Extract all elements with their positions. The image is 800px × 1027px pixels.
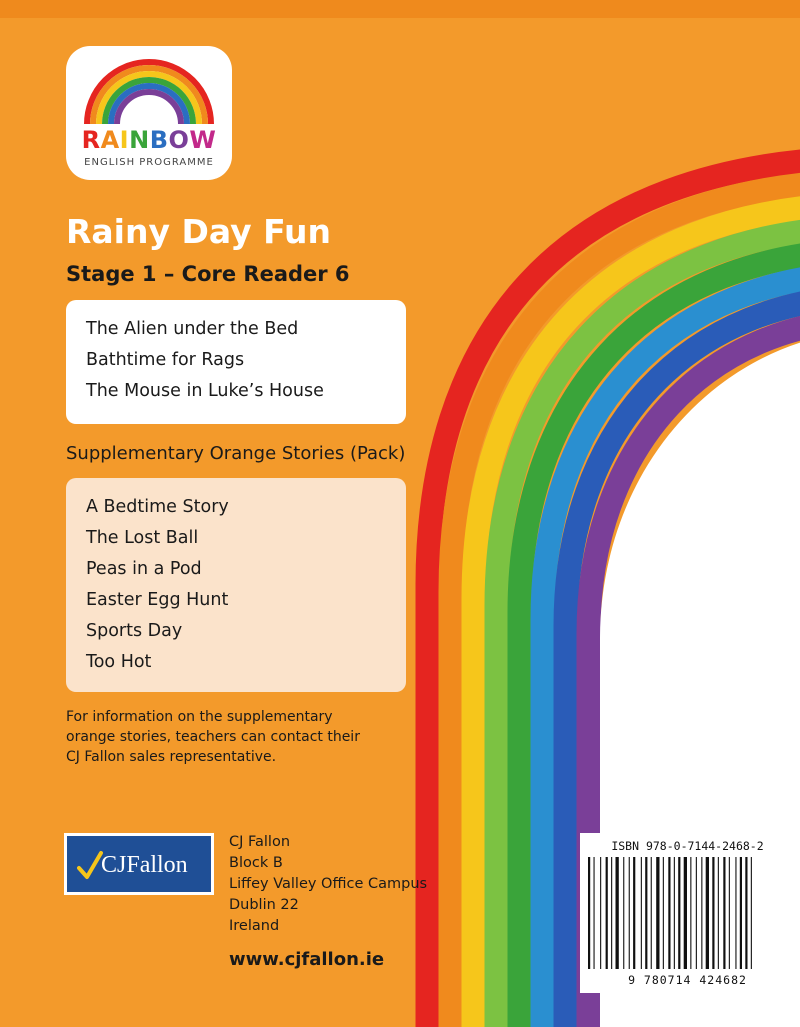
barcode-bar — [745, 857, 747, 969]
list-item: Sports Day — [86, 621, 183, 641]
list-item: The Alien under the Bed — [86, 319, 299, 339]
barcode-bar — [645, 857, 647, 969]
barcode-bar — [588, 857, 590, 969]
supplementary-heading: Supplementary Orange Stories (Pack) — [66, 443, 406, 464]
list-item: A Bedtime Story — [86, 497, 229, 517]
logo-letter: W — [189, 126, 217, 154]
address-line: CJ Fallon — [229, 834, 291, 850]
barcode-bar — [651, 857, 652, 969]
barcode-bar — [616, 857, 619, 969]
logo-letter: I — [119, 126, 130, 154]
barcode-bar — [729, 857, 730, 969]
logo-letter: O — [168, 126, 190, 154]
barcode-bar — [623, 857, 624, 969]
logo-subtitle: ENGLISH PROGRAMME — [84, 157, 214, 168]
barcode — [580, 833, 795, 993]
address-line: Ireland — [229, 918, 280, 934]
barcode-bar — [606, 857, 608, 969]
barcode-bar — [690, 857, 691, 969]
barcode-bar — [740, 857, 742, 969]
barcode-bars — [588, 857, 787, 969]
barcode-bar — [629, 857, 630, 969]
barcode-digits: 9 780714 424682 — [628, 973, 747, 987]
barcode-bar — [718, 857, 719, 969]
book-title: Rainy Day Fun — [66, 212, 332, 251]
barcode-bar — [684, 857, 687, 969]
logo-wordmark — [66, 126, 232, 154]
barcode-bar — [668, 857, 670, 969]
publisher-logo-text: CJFallon — [101, 852, 188, 878]
barcode-bar — [663, 857, 664, 969]
barcode-bar — [696, 857, 697, 969]
barcode-bar — [600, 857, 601, 969]
barcode-bar — [674, 857, 675, 969]
list-item: Bathtime for Rags — [86, 350, 245, 370]
publisher-address — [229, 832, 427, 937]
logo-rainbow-icon — [66, 46, 232, 136]
list-item: Easter Egg Hunt — [86, 590, 229, 610]
barcode-bar — [701, 857, 702, 969]
logo-letter: A — [100, 126, 120, 154]
barcode-bar — [594, 857, 595, 969]
info-line: For information on the supplementary — [66, 709, 333, 725]
info-paragraph — [66, 707, 366, 767]
barcode-bar — [633, 857, 635, 969]
barcode-bar — [656, 857, 659, 969]
isbn-text: ISBN 978-0-7144-2468-2 — [611, 839, 764, 853]
barcode-bar — [678, 857, 680, 969]
barcode-bar — [723, 857, 725, 969]
list-item: The Mouse in Luke’s House — [86, 381, 324, 401]
logo-letter: R — [81, 126, 101, 154]
publisher-website[interactable]: www.cjfallon.ie — [229, 949, 385, 970]
info-line: orange stories, teachers can contact their — [66, 729, 360, 745]
logo-letter: B — [149, 126, 169, 154]
address-line: Liffey Valley Office Campus — [229, 876, 428, 892]
supplementary-stories-list — [66, 478, 406, 678]
list-item: Peas in a Pod — [86, 559, 202, 579]
list-item: Too Hot — [86, 652, 152, 672]
list-item: The Lost Ball — [86, 528, 199, 548]
barcode-bar — [641, 857, 642, 969]
barcode-bar — [751, 857, 752, 969]
logo-letter: N — [129, 126, 150, 154]
checkmark-icon — [77, 850, 103, 880]
barcode-bar — [712, 857, 714, 969]
supplementary-stories-box — [66, 478, 406, 692]
info-line: CJ Fallon sales representative. — [66, 749, 277, 765]
book-subtitle: Stage 1 – Core Reader 6 — [66, 262, 350, 286]
address-line: Block B — [229, 855, 283, 871]
publisher-logo — [64, 833, 214, 895]
barcode-bar — [735, 857, 736, 969]
barcode-bar — [706, 857, 709, 969]
address-line: Dublin 22 — [229, 897, 299, 913]
rainbow-logo — [66, 46, 232, 180]
core-stories-box — [66, 300, 406, 424]
barcode-bar — [611, 857, 612, 969]
core-stories-list — [66, 300, 406, 407]
